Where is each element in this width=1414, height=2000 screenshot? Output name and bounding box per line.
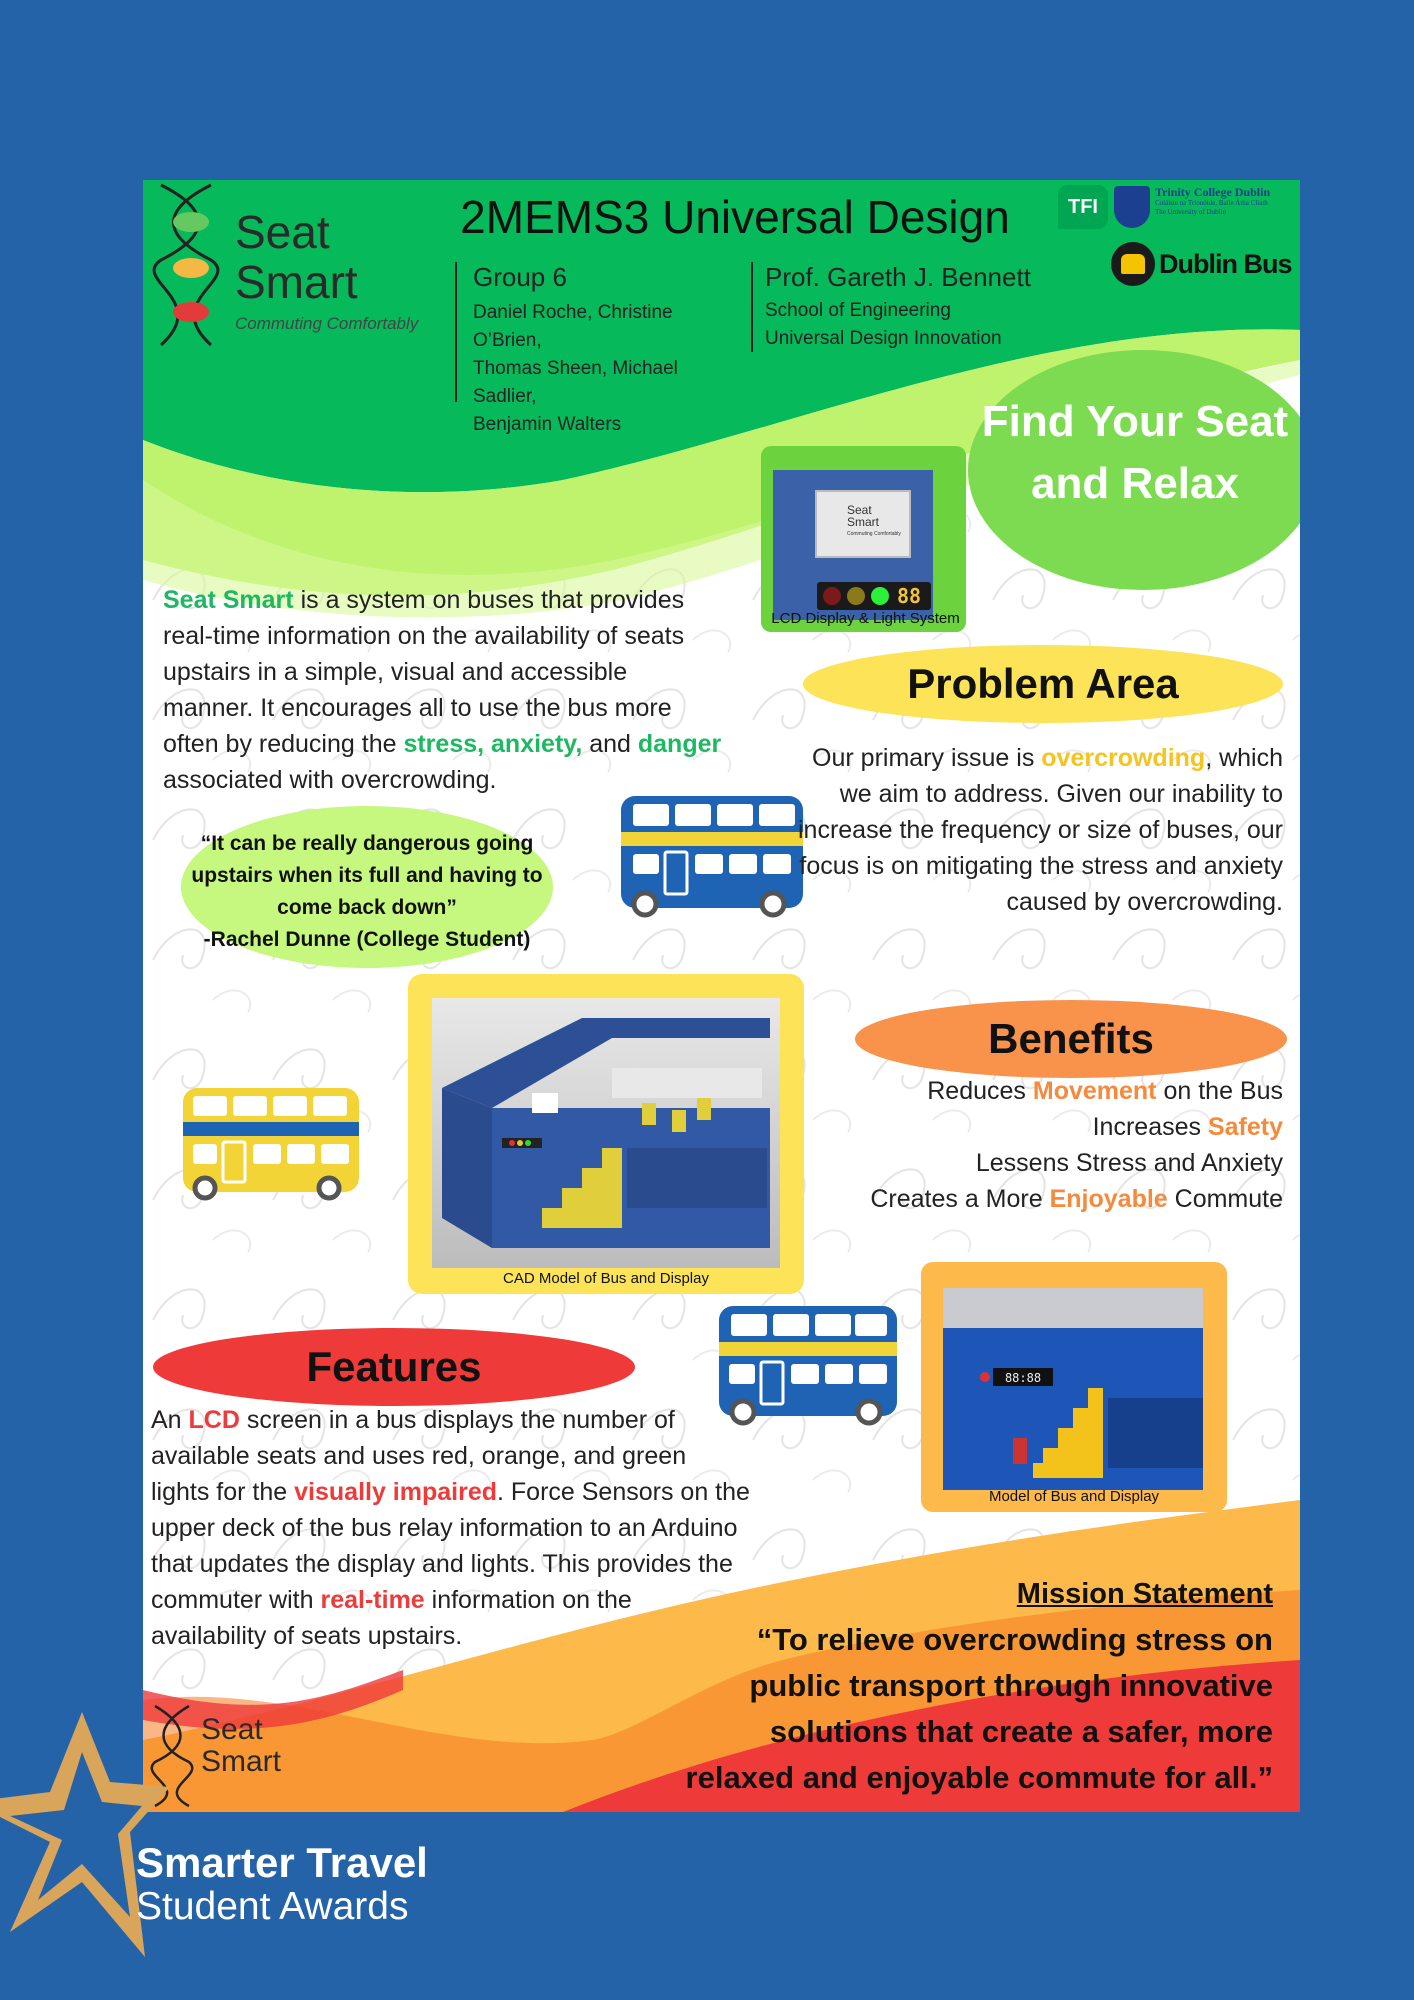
problem-heading: Problem Area xyxy=(803,645,1283,723)
bus-illustration-yellow xyxy=(183,1088,359,1198)
problem-paragraph xyxy=(783,740,1283,920)
features-paragraph: An LCD screen in a bus displays the number of available seats and uses red, orange, and green lights for the visually impaired. Force Sensors on the upper deck of the bus relay information to an Arduino that updates the display and lights. This provides the commuter with real-time information on the availability of seats upstairs. xyxy=(151,1406,750,1650)
professor-info xyxy=(751,262,1041,352)
dublin-bus-icon xyxy=(1111,242,1155,286)
mission-line: “To relieve overcrowding stress on xyxy=(756,1622,1273,1657)
brand-seat: Seat xyxy=(235,206,330,258)
dna-helix-icon xyxy=(151,180,231,350)
mission-statement xyxy=(663,1578,1273,1801)
poster-title: 2MEMS3 Universal Design xyxy=(460,191,1010,243)
benefit-item: Lessens Stress and Anxiety xyxy=(975,1149,1283,1177)
mission-line: solutions that create a safer, more xyxy=(769,1714,1273,1749)
professor-name: Prof. Gareth J. Bennett xyxy=(765,262,1031,292)
group-member-line: Daniel Roche, Christine O’Brien, xyxy=(473,302,673,351)
tcd-sub1: Coláiste na Tríonóide, Baile Átha Cliath xyxy=(1155,199,1268,207)
seat-smart-logo-small xyxy=(149,1702,349,1812)
quote-line: upstairs when its full and having to xyxy=(191,864,543,887)
benefit-item: Increases Safety xyxy=(1092,1113,1283,1141)
lcd-screen-seat: Seat xyxy=(847,503,872,517)
cad-model-image xyxy=(432,998,780,1268)
problem-highlight: overcrowding xyxy=(1041,744,1206,772)
tcd-sub2: The University of Dublin xyxy=(1155,208,1226,216)
features-heading: Features xyxy=(153,1328,635,1406)
dublin-bus-logo xyxy=(1111,242,1292,286)
model-photo xyxy=(943,1288,1203,1490)
bus-illustration-blue-1 xyxy=(621,796,803,915)
group-member-line: Benjamin Walters xyxy=(473,414,622,435)
find-seat-line1: Find Your Seat xyxy=(981,397,1289,446)
traffic-lights xyxy=(817,582,931,610)
problem-text: Our primary issue is xyxy=(812,744,1042,772)
brand-tagline: Commuting Comfortably xyxy=(235,314,419,333)
poster xyxy=(143,180,1300,1812)
lcd-caption: LCD Display & Light System xyxy=(771,610,960,627)
benefits-heading: Benefits xyxy=(855,1000,1287,1078)
professor-dept: School of Engineering xyxy=(765,300,951,321)
tfi-logo: TFI xyxy=(1058,185,1108,229)
benefit-item: Creates a More Enjoyable Commute xyxy=(870,1185,1283,1213)
green-light-icon xyxy=(871,587,889,605)
group-info xyxy=(455,262,745,435)
seat-count-display: 88 xyxy=(897,584,922,608)
benefits-list xyxy=(843,1073,1283,1217)
quote-line: “It can be really dangerous going xyxy=(200,832,534,855)
dublin-bus-text: Dublin Bus xyxy=(1159,248,1292,279)
intro-text: associated with overcrowding. xyxy=(163,766,497,794)
quote-line: come back down” xyxy=(277,896,457,919)
brand-smart: Smart xyxy=(235,256,358,308)
intro-text: is a system on buses that provides real-time information on the availability of seats upstairs in a simple, visual and accessible manner. It encourages all to use the bus more often by reducing the xyxy=(163,586,685,758)
intro-brand: Seat Smart xyxy=(163,586,294,614)
trinity-logo-text xyxy=(1155,186,1295,217)
intro-highlight: danger xyxy=(637,730,722,758)
small-brand-smart: Smart xyxy=(201,1745,282,1778)
intro-paragraph xyxy=(163,582,723,798)
lcd-screen-smart: Smart xyxy=(847,515,880,529)
model-seat-count: 88:88 xyxy=(1004,1371,1042,1385)
mission-title: Mission Statement xyxy=(1016,1578,1273,1610)
small-brand-seat: Seat xyxy=(201,1713,263,1746)
lcd-screen-tagline: Commuting Comfortably xyxy=(847,531,901,537)
find-seat-heading xyxy=(965,375,1300,555)
cad-caption: CAD Model of Bus and Display xyxy=(503,1270,709,1287)
professor-course: Universal Design Innovation xyxy=(765,328,1002,349)
tcd-name: Trinity College Dublin xyxy=(1155,185,1271,199)
quote-attribution: -Rachel Dunne (College Student) xyxy=(203,928,531,951)
testimonial-quote xyxy=(181,806,553,968)
benefit-item: Reduces Movement on the Bus xyxy=(927,1077,1283,1105)
mission-line: relaxed and enjoyable commute for all.” xyxy=(685,1760,1273,1795)
award-subtitle: Student Awards xyxy=(136,1885,409,1928)
group-title: Group 6 xyxy=(473,262,567,292)
problem-text: , which we aim to address. Given our inability to increase the frequency or size of buses, our focus is on mitigating the stress and anxiety caused by overcrowding. xyxy=(798,744,1283,916)
seat-smart-logo xyxy=(151,180,461,360)
intro-text: and xyxy=(582,730,638,758)
find-seat-line2: and Relax xyxy=(1031,459,1239,508)
lcd-screen-panel xyxy=(815,490,911,558)
mission-line: public transport through innovative xyxy=(749,1668,1273,1703)
award-title: Smarter Travel xyxy=(136,1839,428,1886)
model-caption: Model of Bus and Display xyxy=(988,1488,1160,1505)
group-member-line: Thomas Sheen, Michael Sadlier, xyxy=(473,358,678,407)
red-light-icon xyxy=(823,587,841,605)
trinity-crest-icon xyxy=(1114,186,1150,228)
intro-highlight: stress, anxiety, xyxy=(403,730,583,758)
amber-light-icon xyxy=(847,587,865,605)
